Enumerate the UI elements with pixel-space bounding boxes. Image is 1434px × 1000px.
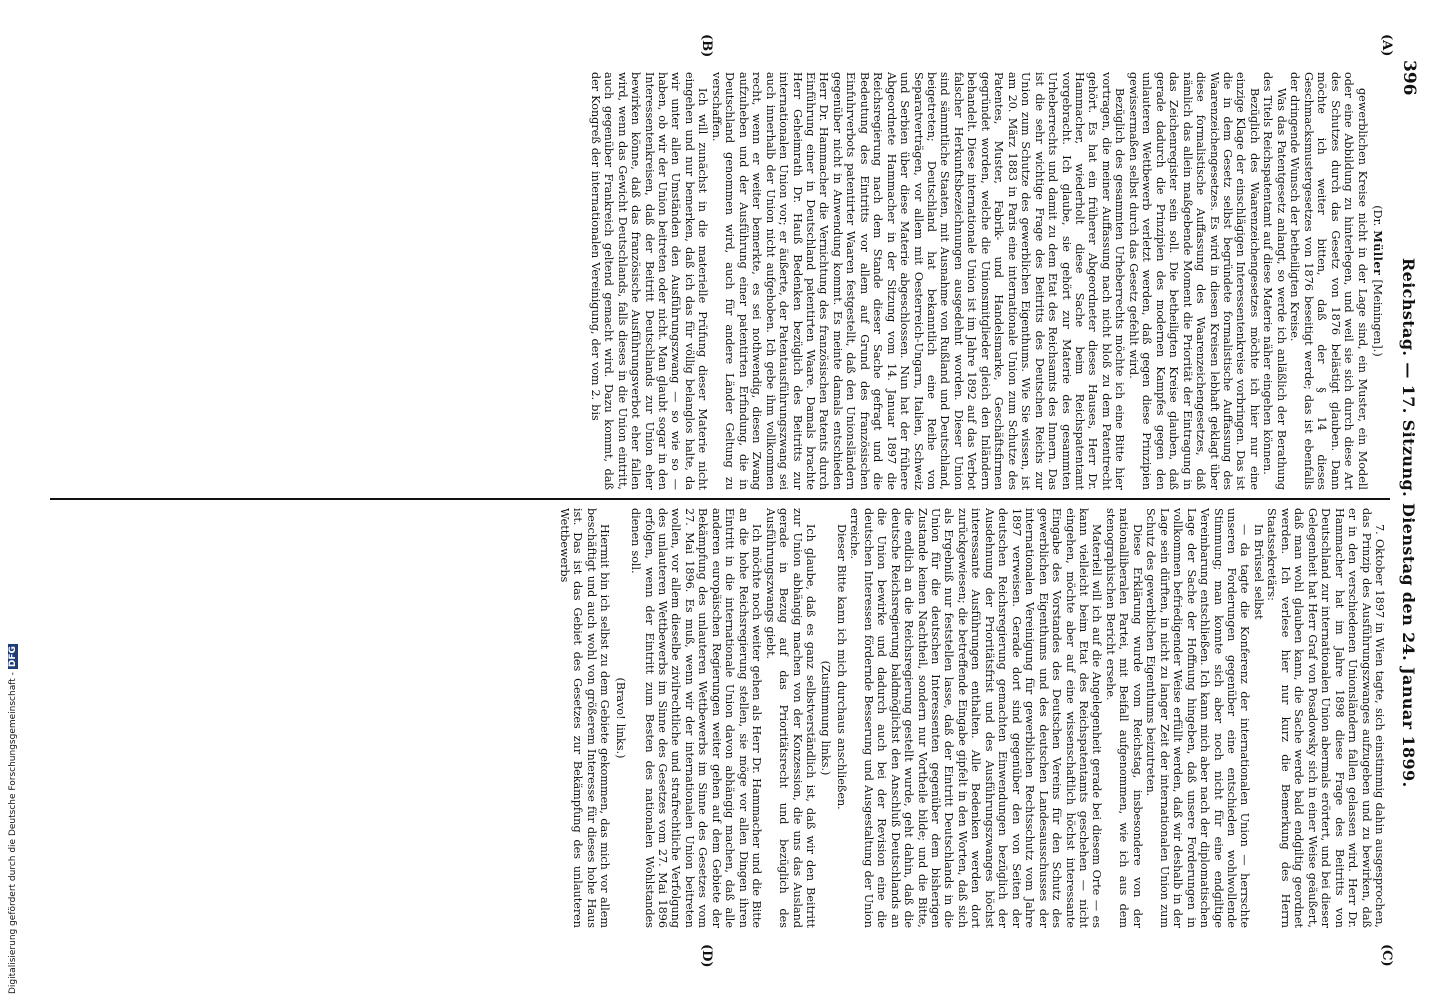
paragraph: Bezüglich des gesammten Urheberrechts möchte ich eine Bitte hier vortragen, die meiner Auffassung nach nicht bloß zu dem Patentrecht gehört. Es hat ein früherer Abgeordneter dieses Hauses, Herr Dr. Hammacher, wiederholt diese Sache beim Reichspatentamt vorgebracht. Ich glaube, sie gehört zur Materie des gesammten Urheberrechts und damit zu dem Etat des Reichsamts des Innern. Das ist die sehr wichtige Frage des Beitritts des Deutschen Reichs zur Union zum Schutze des gewerblichen Eigenthums. Wie Sie wissen, ist am 20. März 1883 in Paris eine internationale Union zum Schutze des Patentes, Muster, Fabrik- und Handelsmarke, Geschäftsfirmen gegründet worden, welche die Unionsmitglieder gleich den Inländern behandelt. Diese internationale Union ist im Jahre 1892 auf das Verbot falscher Herkunftsbezeichnungen ausgedehnt worden. Dieser Union sind sämmtliche Staaten, mit Ausnahme von Rußland und Deutschland, beigetreten; Deutschland hat bekanntlich eine Reihe von Separatverträgen, vor allem mit Oesterreich-Ungarn, Italien, Schweiz und Serbien über diese Materie abgeschlossen. Nun hat der frühere Abgeordnete Hammacher in der Sitzung vom 14. Januar 1897 die Reichsregierung nach dem Stande dieser Sache gefragt und die Bedeutung des Eintritts vor allem auf Grund des französischen Einfuhrverbots patentirter Waaren festgestellt, daß den Unionsländern gegenüber nicht in Anwendung kommt. Es meinte damals entschieden Herr Dr. Hammacher die Vernichtung des französischen Patents durch Einführung einer in Deutschland patentirten Waare. Damals brachte Herr Geheimrath Dr. Hauß Bedenken bezüglich des Beitritts zur internationalen Union vor; er äußerte, der Patentausführungszwang sei auch innerhalb der Union nicht aufgehoben. Ich gebe ihm vollkommen recht, wenn er weiter bemerkte, es sei nothwendig, diesen Zwang aufzuheben und der Ausführung einer patentirten Erfindung, die in Deutschland genommen wird, auch für andere Länder Geltung zu verschaffen.: [709, 72, 1127, 490]
paragraph: Ich glaube, daß es ganz selbstverständlich ist, daß wir den Beitritt zur Union abhängig machen von der Konzession, die uns das Ausland gerade in Bezug auf das Prioritätsrecht und bezüglich des Ausführungszwangs giebt.: [763, 508, 817, 928]
paragraph: Was das Patentgesetz anlangt, so werde ich anläßlich der Berathung des Titels Reichspatentamt auf diese Materie näher eingehen können.: [1261, 72, 1288, 490]
paragraph: 7. Oktober 1897 in Wien tagte, sich einstimmig dahin ausgesprochen, das Prinzip des Ausführungszwanges aufzugeben und zu bewirken, daß er in den verschiedenen Unionsländern fallen gelassen wird. Herr Dr. Hammacher hat im Jahre 1898 diese Frage des Beitritts von Deutschland zur internationalen Union abermals erörtert, und bei dieser Gelegenheit hat Herr Graf von Posadowsky sich in einer Weise geäußert, daß man wohl glauben kann, die Sache werde bald endgiltig geordnet werden. Ich verlese hier nur kurz die Bemerkung des Herrn Staatssekretärs:: [1265, 508, 1386, 928]
column-divider: [50, 498, 1390, 500]
paragraph: In Brüssel selbst: [1251, 524, 1265, 620]
page-title: Reichstag. — 17. Sitzung. Dienstag den 24. Januar 1899.: [1399, 257, 1419, 788]
speaker-name: Müller: [1371, 230, 1385, 276]
paragraph: Dieser Bitte kann ich mich durchaus anschließen.: [834, 524, 848, 810]
paragraph: Bezüglich des Waarenzeichengesetzes möchte ich hier nur eine einzige Klage der einschlägigen Interessentenkreise vorbringen. Das ist die in dem Gesetz selbst begründete formalistische Auffassung des Waarenzeichengesetzes. Es wird in diesen Kreisen lebhaft geklagt über diese formalistische Auffassung des Waarenzeichengesetzes, daß nämlich das allein maßgebende Moment die Priorität der Eintragung in das Zeichenregister sein soll. Die betheiligten Kreise glauben, daß gerade dadurch die Prinzipien des modernen Kampfes gegen den unlauteren Wettbewerb verletzt werden, daß gegen diese Prinzipien gewissermaßen selbst durch das Gesetz gefehlt wird.: [1126, 72, 1261, 490]
margin-marker-d: (D): [699, 944, 714, 968]
page-number: 396: [1399, 60, 1419, 96]
footer-text: Digitalisierung gefördert durch die Deutsche Forschungsgemeinschaft -: [8, 672, 18, 994]
digitization-footer: [8, 644, 18, 994]
margin-marker-b: (B): [699, 34, 714, 58]
paragraph: Materiell will ich auf die Angelegenheit gerade bei diesem Orte — es kann vielleicht beim Etat des Reichspatentamts geschehen — nicht eingehen, möchte aber auf eine wissenschaftlich höchst interessante Eingabe des Vorstandes des Deutschen Vereins für den Schutz des gewerblichen Eigenthums und des deutschen Landesausschusses der internationalen Vereinigung für gewerblichen Rechtsschutz vom Jahre 1897 verweisen. Gerade dort sind gegenüber den von Seiten der deutschen Reichsregierung gemachten Einwendungen bezüglich der Ausdehnung der Prioritätsfrist und des Ausführungszwanges höchst interessante Ausführungen enthalten. Alle Bedenken werden dort zurückgewiesen; die betreffende Eingabe gipfelt in den Worten, daß sich als Ergebniß nur feststellen lasse, daß der Eintritt Deutschlands in die Union für die deutschen Interessenten gegenüber dem bisherigen Zustande keinen Nachtheil, sondern nur Vortheile bilde; und die Bitte, die endlich an die Reichsregierung gestellt wurde, geht dahin, daß die deutsche Reichsregierung baldmöglichst den Anschluß Deutschlands an die Union bewirke und dadurch auch bei der Revision eine die deutschen Interessen fördernde Besserung und Ausgestaltung der Union erreiche.: [848, 508, 1104, 928]
speaker-suffix: [Meiningen].): [1371, 279, 1384, 357]
paragraph: Diese Erklärung wurde vom Reichstag, insbesondere von der nationalliberalen Partei, mit Beifall aufgenommen, wie ich aus dem stenographischen Bericht ersehe.: [1103, 508, 1144, 928]
paragraph: Hiermit bin ich selbst zu dem Gebiete gekommen, das mich vor allem beschäftigt und auch wohl von größerem Interesse für dieses hohe Haus ist. Das ist das Gebiet des Gesetzes zur Bekämpfung des unlauteren Wettbewerbs: [557, 508, 612, 928]
paragraph: Ich möchte noch weiter gehen als Herr Dr. Hammacher und die Bitte an die hohe Reichsregierung stellen, sie möge vor allen Dingen ihren Eintritt in die internationale Union davon abhängig machen, daß alle anderen europäischen Regierungen weiter gehen auf dem Gebiete der Bekämpfung des unlauteren Wettbewerbs im Sinne des Gesetzes vom 27. Mai 1896. Es muß, wenn wir der internationalen Union beitreten wollen, vor allem dieselbe zivilrechtliche und strafrechtliche Verfolgung des unlauteren Wettbewerbs im Sinne des Gesetzes vom 27. Mai 1896 erfolgen, wenn der Eintritt zum Besten des nationalen Wohlstandes dienen soll.: [629, 508, 764, 928]
left-column: [56, 72, 1386, 490]
margin-marker-c: (C): [1379, 944, 1394, 967]
speaker-line: [1371, 72, 1384, 490]
paragraph: gewerblichen Kreise nicht in der Lage sind, ein Muster, ein Modell oder eine Abbildung zu hinterlegen, und weil sie sich durch diese Art des Schutzes durch das Gesetz von 1876 belästigt glauben. Dann möchte ich weiter bitten, daß der § 14 dieses Geschmacksmustergesetzes von 1876 beseitigt werde; das ist ebenfalls der dringende Wunsch der betheiligten Kreise.: [1288, 72, 1369, 490]
speaker-prefix: (Dr.: [1371, 205, 1384, 227]
page-header: [1396, 60, 1422, 950]
interjection: (Bravo! links.): [613, 677, 627, 759]
interjection: (Zustimmung links.): [819, 660, 833, 776]
quoted-paragraph: — da tagte die Konferenz der internationalen Union — herrschte unseren Forderungen gegenüber eine entschieden wohlwollende Stimmung; man konnte sich aber noch nicht für eine endgiltige Vereinbarung entschließen. Ich kann mich aber nach der diplomatischen Lage der Sache der Hoffnung hingeben, daß unsere Forderungen in vollkommen befriedigender Weise erfüllt werden, daß wir deshalb in der Lage sein dürften, in nicht zu langer Zeit der internationalen Union zum Schutz des gewerblichen Eigenthums beizutreten.: [1144, 508, 1252, 928]
margin-marker-a: (A): [1379, 34, 1394, 57]
right-column: [56, 508, 1386, 928]
paragraph: Ich will zunächst in die materielle Prüfung dieser Materie nicht eingehen und nur bemerken, daß ich das für völlig belanglos halte, da wir unter allen Umständen den Ausführungszwang — so wie so — haben, ob wir der Union beitreten oder nicht. Man glaubt sogar in den Interessentenkreisen, daß der Beitritt Deutschlands zur Union eher bewirken könne, daß das französische Ausführungsverbot eher fallen wird, wenn das Gewicht Deutschlands, falls dieses in die Union eintritt, auch gegenüber Frankreich geltend gemacht wird. Dazu kommt, daß der Kongreß der internationalen Vereinigung, der vom 2. bis: [588, 72, 710, 490]
dfg-logo: DFG: [8, 646, 18, 668]
